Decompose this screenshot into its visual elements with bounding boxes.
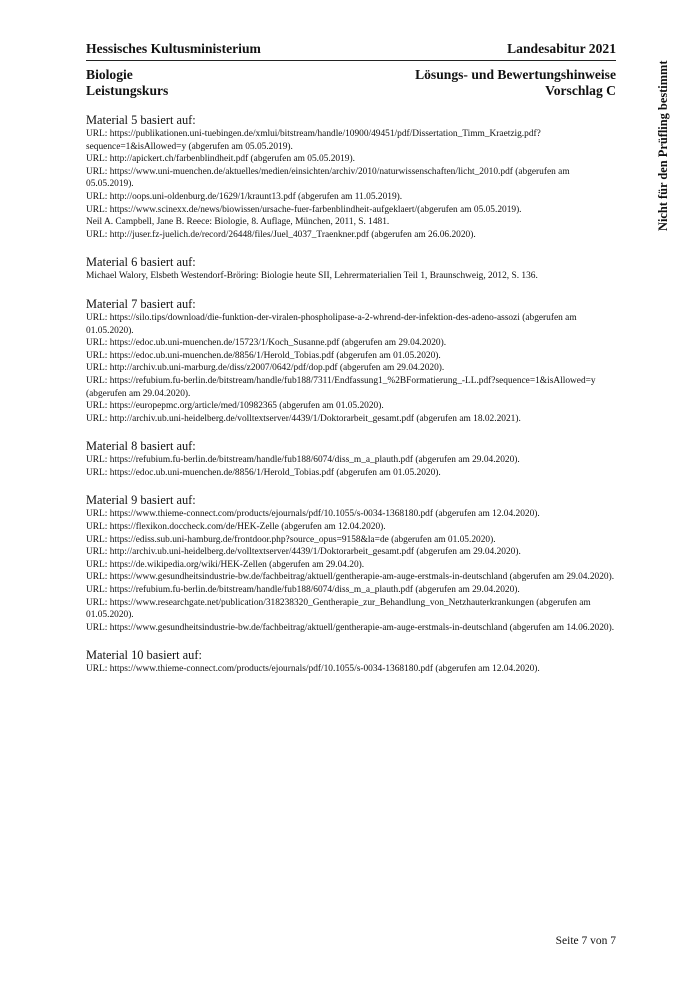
source-entry: URL: https://flexikon.doccheck.com/de/HEK-Zelle (abgerufen am 12.04.2020). — [86, 522, 386, 533]
section-title: Material 8 basiert auf: — [86, 439, 196, 454]
source-entry: URL: https://www.researchgate.net/publication/318238320_Gentherapie_zur_Behandlung_von_Netzhauterkrankungen (abgerufen am 01.05.2020). — [86, 597, 591, 621]
source-entry: URL: https://www.thieme-connect.com/products/ejournals/pdf/10.1055/s-0034-1368180.pdf (abgerufen am 12.04.2020). — [86, 664, 540, 675]
section-title: Material 10 basiert auf: — [86, 648, 202, 663]
material-section — [86, 297, 616, 425]
source-entry: URL: https://publikationen.uni-tuebingen.de/xmlui/bitstream/handle/10900/49451/pdf/Dissertation_Timm_Kraetzig.pdf?sequence=1&isAllowed=y (abgerufen am 05.05.2019). — [86, 129, 541, 152]
source-entry: URL: http://apickert.ch/farbenblindheit.pdf (abgerufen am 05.05.2019). — [86, 154, 355, 165]
section-title: Material 5 basiert auf: — [86, 113, 196, 127]
source-entry: URL: https://refubium.fu-berlin.de/bitstream/handle/fub188/6074/diss_m_a_plauth.pdf (abgerufen am 29.04.2020). — [86, 585, 520, 596]
header-sub — [86, 67, 616, 99]
header-top — [86, 40, 616, 57]
source-entry: URL: http://archiv.ub.uni-heidelberg.de/volltextserver/4439/1/Doktorarbeit_gesamt.pdf (abgerufen am 29.04.2020). — [86, 547, 521, 558]
source-entry: URL: http://juser.fz-juelich.de/record/26448/files/Juel_4037_Traenkner.pdf (abgerufen am 26.06.2020). — [86, 229, 476, 240]
side-label: Nicht für den Prüfling bestimmt — [656, 60, 670, 232]
source-entry: URL: https://www.uni-muenchen.de/aktuelles/medien/einsichten/archiv/2010/naturwissenschaften/licht_2010.pdf (abgerufen am 05.05.2019). — [86, 166, 570, 190]
page-number: Seite 7 von 7 — [555, 935, 616, 947]
exam-title: Landesabitur 2021 — [507, 41, 616, 56]
material-section — [86, 493, 616, 634]
section-title: Material 6 basiert auf: — [86, 255, 196, 270]
source-entry: URL: https://de.wikipedia.org/wiki/HEK-Zellen (abgerufen am 29.04.20). — [86, 559, 365, 570]
material-section — [86, 255, 616, 283]
source-entry: URL: https://edoc.ub.uni-muenchen.de/8856/1/Herold_Tobias.pdf (abgerufen am 01.05.2020). — [86, 467, 441, 478]
subject-block — [86, 67, 168, 99]
source-entry: URL: https://www.gesundheitsindustrie-bw.de/fachbeitrag/aktuell/gentherapie-am-auge-erstmals-in-deutschland (abgerufen am 14.06.2020). — [86, 622, 615, 633]
material-section — [86, 648, 616, 676]
source-entry: URL: https://ediss.sub.uni-hamburg.de/frontdoor.php?source_opus=9158&la=de (abgerufen am 01.05.2020). — [86, 534, 496, 545]
source-entry: URL: https://refubium.fu-berlin.de/bitstream/handle/fub188/7311/Endfassung1_%2BFormatierung_-LL.pdf?sequence=1&isAllowed=y (abgerufen am 29.04.2020). — [86, 375, 596, 399]
source-entry: URL: https://refubium.fu-berlin.de/bitstream/handle/fub188/6074/diss_m_a_plauth.pdf (abgerufen am 29.04.2020). — [86, 455, 520, 466]
source-entry: URL: http://archiv.ub.uni-heidelberg.de/volltextserver/4439/1/Doktorarbeit_gesamt.pdf (abgerufen am 18.02.2021). — [86, 413, 521, 424]
section-title: Material 7 basiert auf: — [86, 296, 196, 311]
material-section — [86, 439, 616, 479]
doc-type: Lösungs- und Bewertungshinweise — [415, 67, 616, 82]
source-entry: URL: https://edoc.ub.uni-muenchen.de/8856/1/Herold_Tobias.pdf (abgerufen am 01.05.2020). — [86, 350, 441, 361]
source-entry: URL: https://www.gesundheitsindustrie-bw.de/fachbeitrag/aktuell/gentherapie-am-auge-erstmals-in-deutschland (abgerufen am 29.04.2020). — [86, 572, 615, 583]
proposal: Vorschlag C — [545, 83, 616, 98]
material-section — [86, 113, 616, 241]
sources-list — [86, 113, 616, 676]
course: Leistungskurs — [86, 83, 169, 98]
source-entry: Neil A. Campbell, Jane B. Reece: Biologie, 8. Auflage, München, 2011, S. 1481. — [86, 217, 390, 228]
source-entry: URL: https://europepmc.org/article/med/10982365 (abgerufen am 01.05.2020). — [86, 401, 384, 412]
page-content — [86, 40, 616, 676]
source-entry: URL: http://archiv.ub.uni-marburg.de/diss/z2007/0642/pdf/dop.pdf (abgerufen am 29.04.2020). — [86, 363, 445, 374]
source-entry: URL: http://oops.uni-oldenburg.de/1629/1/kraunt13.pdf (abgerufen am 11.05.2019). — [86, 191, 403, 202]
source-entry: URL: https://www.scinexx.de/news/biowissen/ursache-fuer-farbenblindheit-aufgeklaert/(abgerufen am 05.05.2019). — [86, 204, 522, 215]
source-entry: URL: https://edoc.ub.uni-muenchen.de/15723/1/Koch_Susanne.pdf (abgerufen am 29.04.2020). — [86, 338, 447, 349]
subject: Biologie — [86, 67, 133, 82]
doc-type-block — [415, 67, 616, 99]
section-title: Material 9 basiert auf: — [86, 493, 196, 508]
source-entry: URL: https://silo.tips/download/die-funktion-der-viralen-phospholipase-a-2-whrend-der-infektion-des-adeno-assozi (abgerufen am 01.05.2020). — [86, 312, 577, 336]
ministry-name: Hessisches Kultusministerium — [86, 41, 261, 56]
source-entry: URL: https://www.thieme-connect.com/products/ejournals/pdf/10.1055/s-0034-1368180.pdf (abgerufen am 12.04.2020). — [86, 509, 540, 520]
header-divider — [86, 60, 616, 61]
source-entry: Michael Walory, Elsbeth Westendorf-Bröring: Biologie heute SII, Lehrermaterialien Teil 1, Braunschweig, 2012, S. 136. — [86, 271, 538, 282]
